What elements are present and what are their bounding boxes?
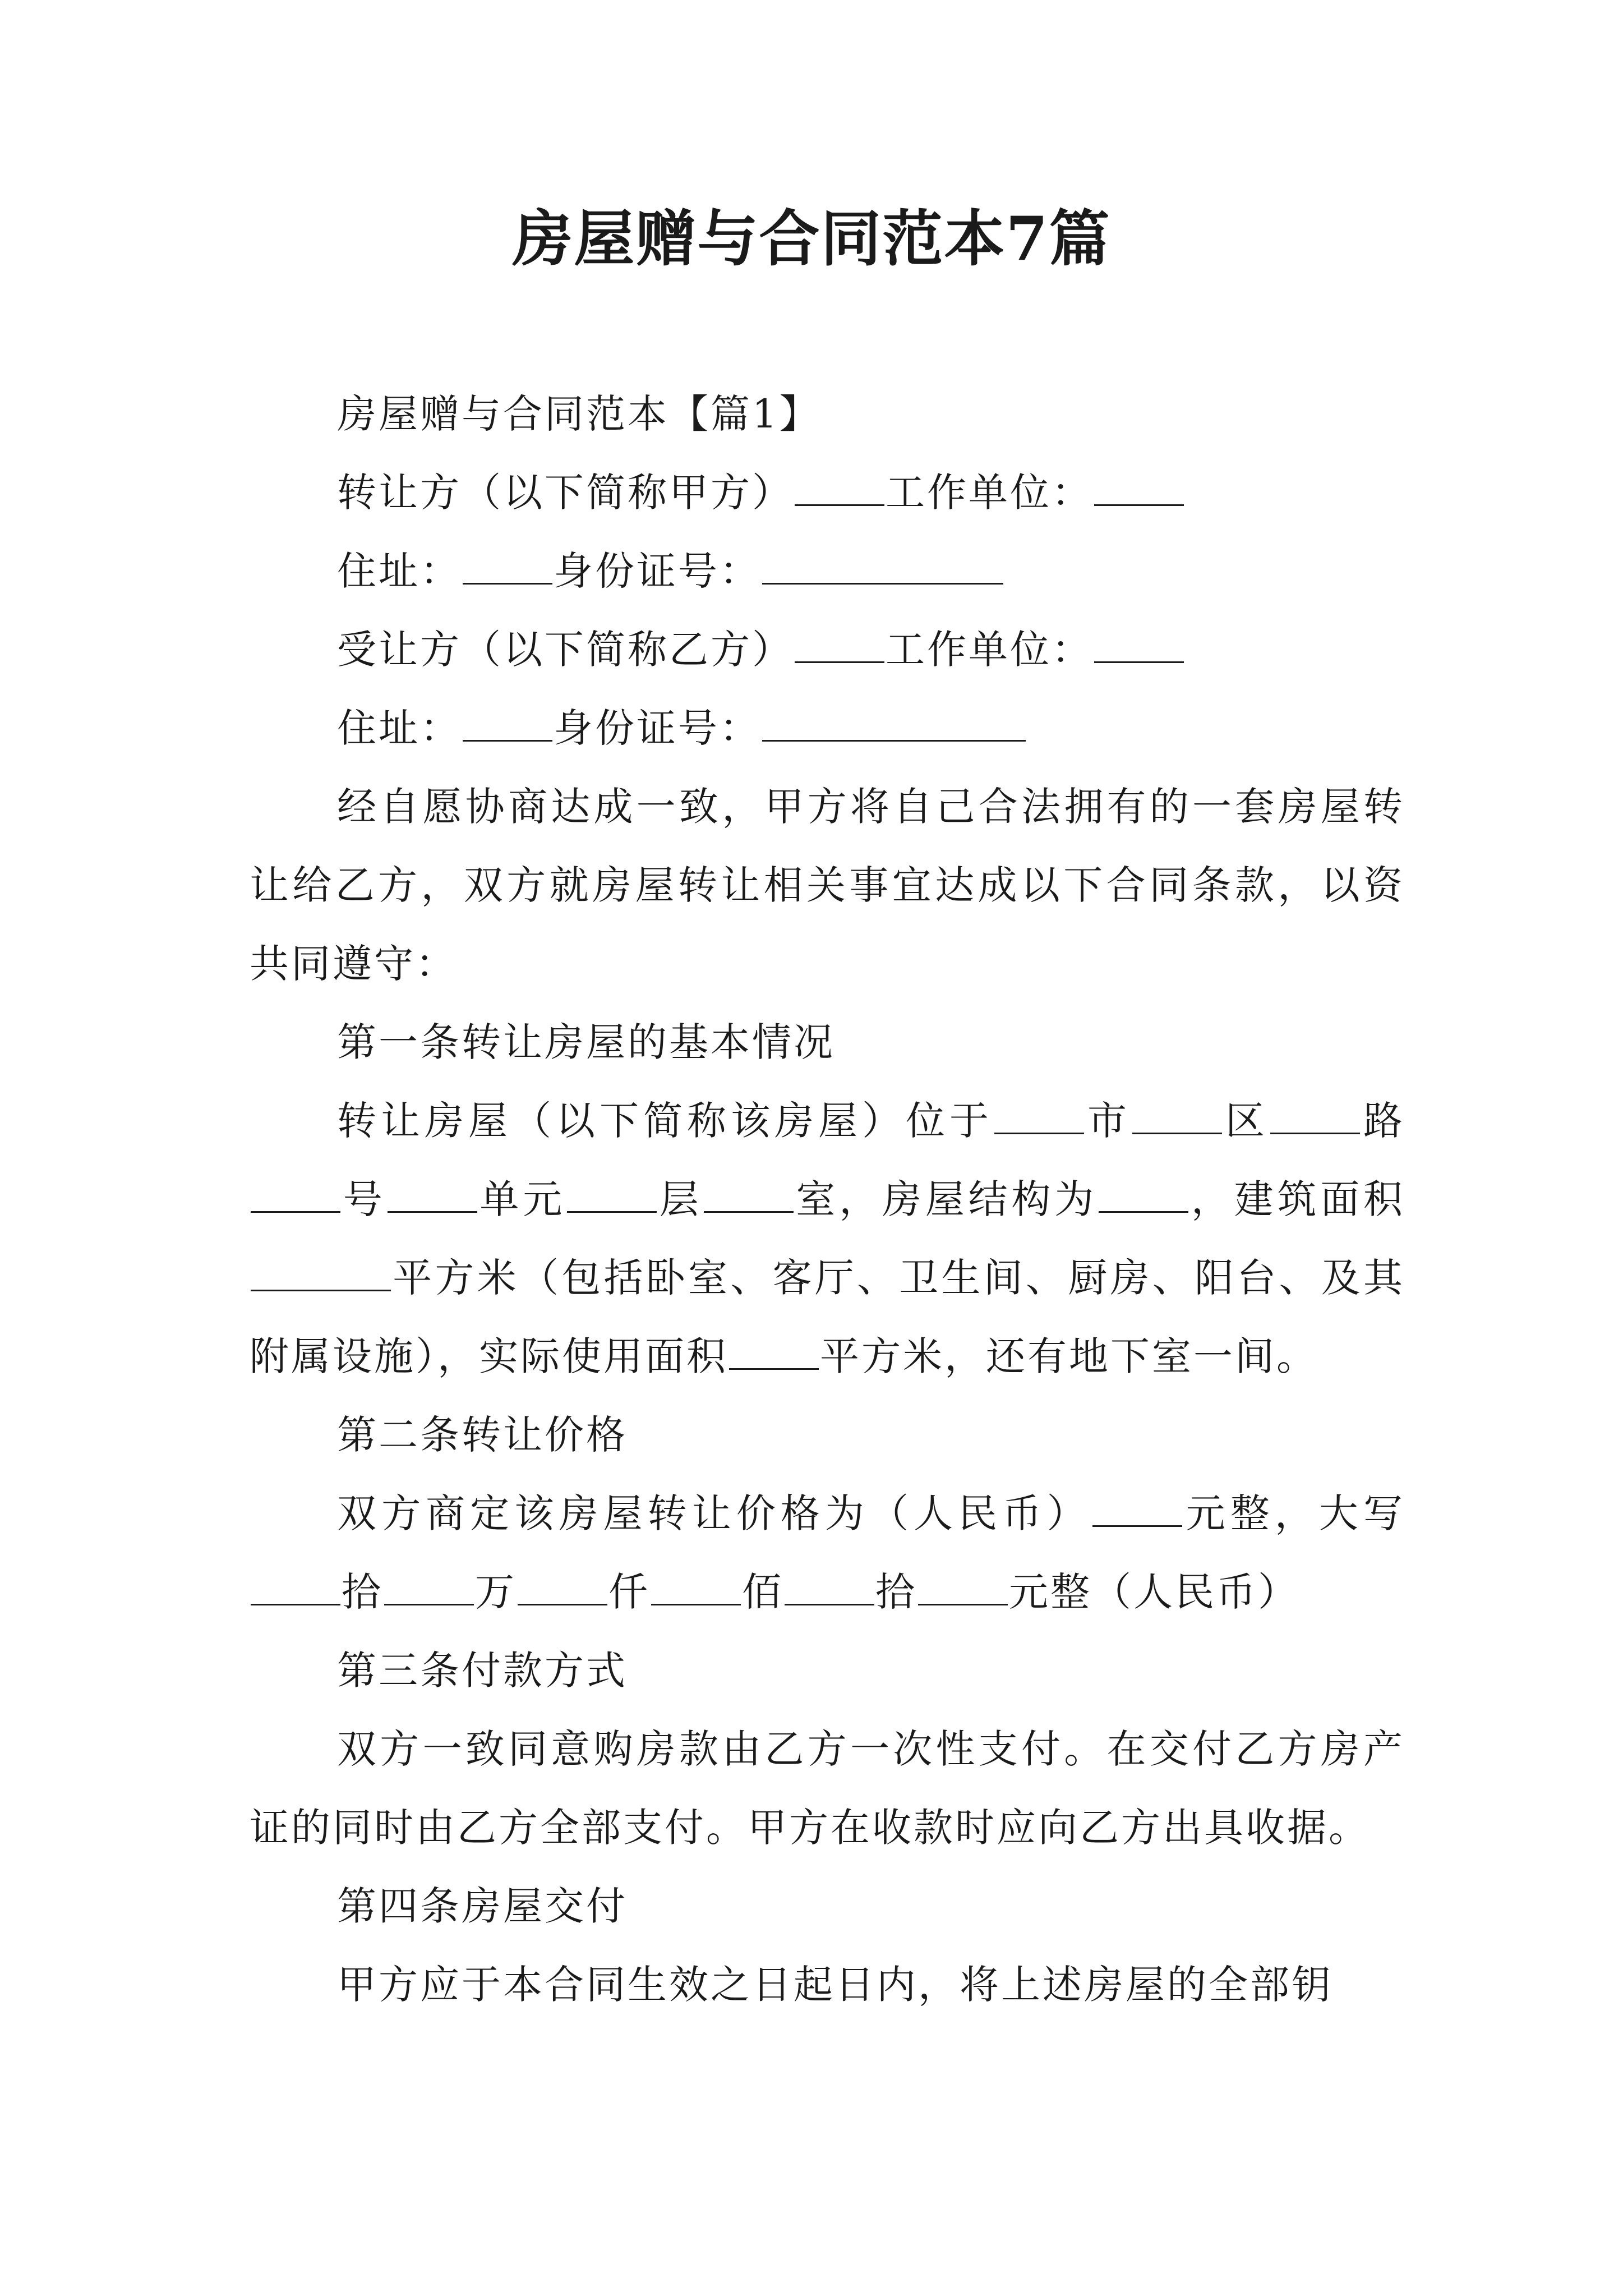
room-blank (704, 1172, 794, 1213)
number-blank (251, 1172, 340, 1213)
transferee-id-blank (762, 701, 1026, 742)
document-title: 房屋赠与合同范本7篇 (512, 204, 1111, 274)
structure-label: 室，房屋结构为 (794, 1176, 1098, 1222)
road-blank (1270, 1093, 1360, 1134)
area-description: 平方米（包括卧室、客厅、卫生间、厨房、阳台、及其附属设施），实际使用面积 (250, 1255, 1405, 1379)
transferor-work-unit-label: 工作单位： (886, 470, 1093, 516)
price-blank (1092, 1486, 1182, 1527)
transferor-label: 转让方（以下简称甲方） (337, 470, 794, 516)
unit-blank (388, 1172, 477, 1213)
transferee-address-blank (463, 701, 552, 742)
transferor-name-blank (795, 465, 884, 506)
usable-area-blank (729, 1329, 819, 1370)
unit-label: 单元 (478, 1176, 566, 1222)
transferee-work-unit-blank (1094, 622, 1184, 663)
qian-label: 仟 (608, 1569, 650, 1615)
shi2-label: 拾 (875, 1569, 917, 1615)
transferor-line (250, 453, 1405, 532)
article3-text: 双方一致同意购房款由乙方一次性支付。在交付乙方房产证的同时由乙方全部支付。甲方在收款时应向乙方出具收据。 (250, 1726, 1405, 1851)
qian-blank (518, 1565, 607, 1605)
bai-label: 佰 (742, 1569, 783, 1615)
transferor-id-blank (762, 544, 1003, 585)
article1-location-label: 转让房屋（以下简称该房屋）位于 (337, 1098, 993, 1144)
yuan-blank (918, 1565, 1008, 1605)
transferee-id-label: 身份证号： (554, 705, 761, 751)
transferor-address-blank (463, 544, 552, 585)
floor-blank (567, 1172, 657, 1213)
section-heading: 房屋赠与合同范本【篇1】 (337, 391, 821, 437)
transferor-work-unit-blank (1094, 465, 1184, 506)
article1-tail: 平方米，还有地下室一间。 (820, 1333, 1318, 1379)
transferee-address-label: 住址： (337, 705, 462, 751)
district-blank (1132, 1093, 1222, 1134)
article3-heading: 第三条付款方式 (337, 1648, 628, 1694)
article1-heading: 第一条转让房屋的基本情况 (337, 1019, 835, 1065)
shi-wan-blank (251, 1565, 340, 1605)
bai-blank (651, 1565, 741, 1605)
shi2-blank (785, 1565, 874, 1605)
article2-heading: 第二条转让价格 (337, 1412, 628, 1458)
area-label: ，建筑面积 (1189, 1176, 1405, 1222)
structure-blank (1099, 1172, 1188, 1213)
transferee-label: 受让方（以下简称乙方） (337, 627, 794, 673)
article1-text (250, 1082, 1405, 1396)
wan-label: 万 (475, 1569, 517, 1615)
city-label: 市 (1085, 1098, 1131, 1144)
transferee-line (250, 610, 1405, 689)
article2-text (250, 1474, 1405, 1631)
transferee-address-line (250, 689, 1405, 767)
wan-blank (384, 1565, 474, 1605)
transferor-address-line (250, 532, 1405, 610)
number-label: 号 (342, 1176, 386, 1222)
article4-text: 甲方应于本合同生效之日起日内，将上述房屋的全部钥 (337, 1962, 1333, 2008)
transferor-address-label: 住址： (337, 548, 462, 594)
price-label: 双方商定该房屋转让价格为（人民币） (337, 1490, 1091, 1536)
intro-paragraph: 经自愿协商达成一致，甲方将自己合法拥有的一套房屋转让给乙方，双方就房屋转让相关事宜达成以下合同条款，以资共同遵守： (250, 784, 1405, 987)
transferee-name-blank (795, 622, 884, 663)
road-label: 路 (1361, 1098, 1405, 1144)
article4-heading: 第四条房屋交付 (337, 1883, 628, 1929)
area-blank (251, 1250, 391, 1291)
price-uppercase-label: 元整，大写 (1183, 1490, 1405, 1536)
document-body (250, 375, 1405, 2024)
shi-label: 拾 (342, 1569, 383, 1615)
district-label: 区 (1223, 1098, 1269, 1144)
article2-tail: 元整（人民币） (1009, 1569, 1299, 1615)
city-blank (994, 1093, 1084, 1134)
transferor-id-label: 身份证号： (554, 548, 761, 594)
transferee-work-unit-label: 工作单位： (886, 627, 1093, 673)
floor-label: 层 (658, 1176, 703, 1222)
